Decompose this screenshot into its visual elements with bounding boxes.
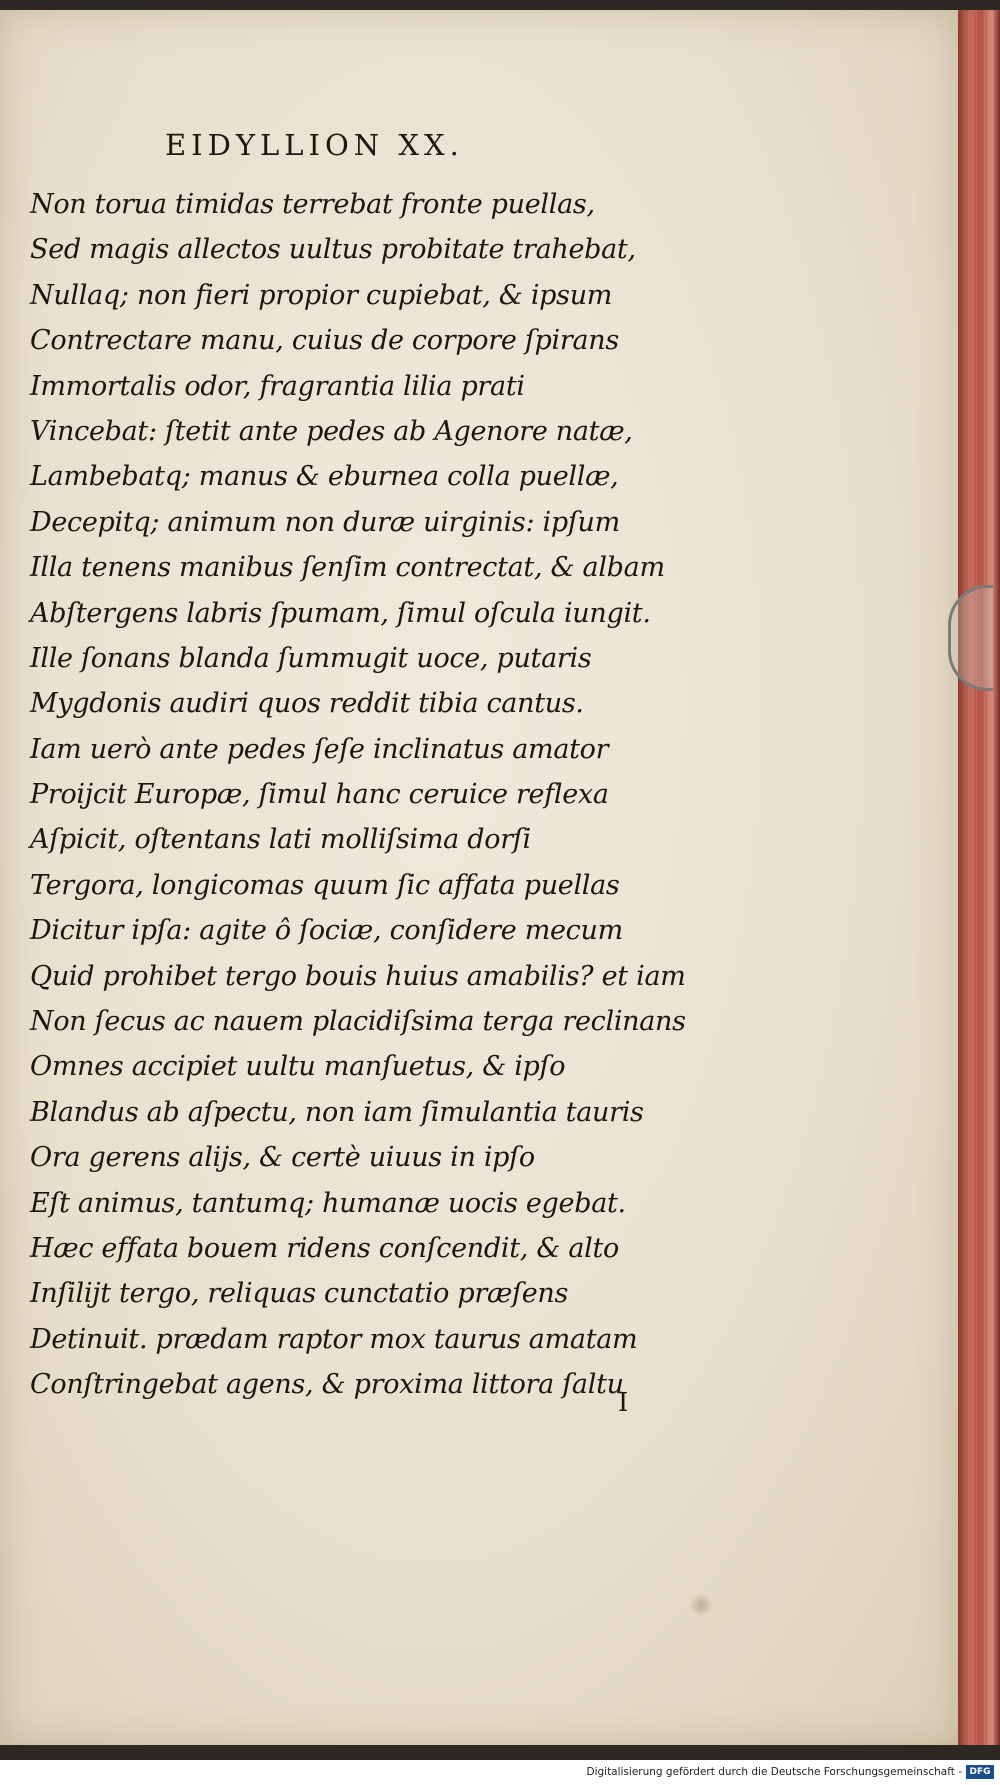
running-head: EIDYLLION XX. xyxy=(165,128,464,162)
verse-line: Tergora, longicomas quum ſic affata puellas xyxy=(30,869,620,901)
verse-line: Inſilijt tergo, reliquas cunctatio præſens xyxy=(30,1278,569,1310)
verse-line: Lambebatq; manus & eburnea colla puellæ, xyxy=(30,461,619,493)
verse-line: Illa tenens manibus ſenſim contrectat, & albam xyxy=(30,552,665,584)
verse-line: Proijcit Europæ, ſimul hanc ceruice reflexa xyxy=(30,779,609,811)
verse-line: Ille ſonans blanda ſummugit uoce, putaris xyxy=(30,642,592,674)
verse-line: Decepitq; animum non duræ uirginis: ipſum xyxy=(30,506,620,538)
verse-line: Immortalis odor, fragrantia lilia prati xyxy=(30,370,525,402)
verse-line: Contrectare manu, cuius de corpore ſpirans xyxy=(30,325,619,357)
verse-line: Aſpicit, oſtentans lati molliſsima dorſi xyxy=(30,824,531,856)
verse-line: Conſtringebat agens, & proxima littora ſaltu xyxy=(30,1369,624,1401)
dfg-logo: DFG xyxy=(966,1765,994,1779)
verse-text xyxy=(30,182,730,1408)
verse-line: Iam uerò ante pedes ſeſe inclinatus amator xyxy=(30,733,609,765)
verse-line: Dicitur ipſa: agite ô ſociæ, conſidere mecum xyxy=(30,915,623,947)
page-fore-edge xyxy=(958,10,1000,1745)
verse-line: Mygdonis audiri quos reddit tibia cantus. xyxy=(30,688,584,720)
verse-line: Non ſecus ac nauem placidiſsima terga reclinans xyxy=(30,1006,686,1038)
verse-line: Eſt animus, tantumq; humanæ uocis egebat. xyxy=(30,1187,626,1219)
book-page xyxy=(0,10,960,1745)
verse-line: Hæc effata bouem ridens conſcendit, & alto xyxy=(30,1232,619,1264)
verse-line: Blandus ab aſpectu, non iam ſimulantia tauris xyxy=(30,1096,644,1128)
footer-credit: Digitalisierung gefördert durch die Deutsche Forschungsgemeinschaft - xyxy=(586,1766,962,1778)
verse-line: Omnes accipiet uultu manſuetus, & ipſo xyxy=(30,1051,566,1083)
verse-line: Ora gerens alijs, & certè uiuus in ipſo xyxy=(30,1142,535,1174)
verse-line: Quid prohibet tergo bouis huius amabilis? et iam xyxy=(30,960,686,992)
verse-line: Abſtergens labris ſpumam, ſimul oſcula iungit. xyxy=(30,597,651,629)
verse-line: Vincebat: ſtetit ante pedes ab Agenore natæ, xyxy=(30,415,633,447)
paper-stain xyxy=(690,1592,712,1618)
verse-line: Non torua timidas terrebat fronte puellas, xyxy=(30,189,595,220)
verse-line: Detinuit. prædam raptor mox taurus amatam xyxy=(30,1323,638,1355)
verse-line: Sed magis allectos uultus probitate trahebat, xyxy=(30,234,636,266)
verse-line: Nullaq; non fieri propior cupiebat, & ipsum xyxy=(30,279,613,311)
catchword: I xyxy=(618,1388,629,1418)
